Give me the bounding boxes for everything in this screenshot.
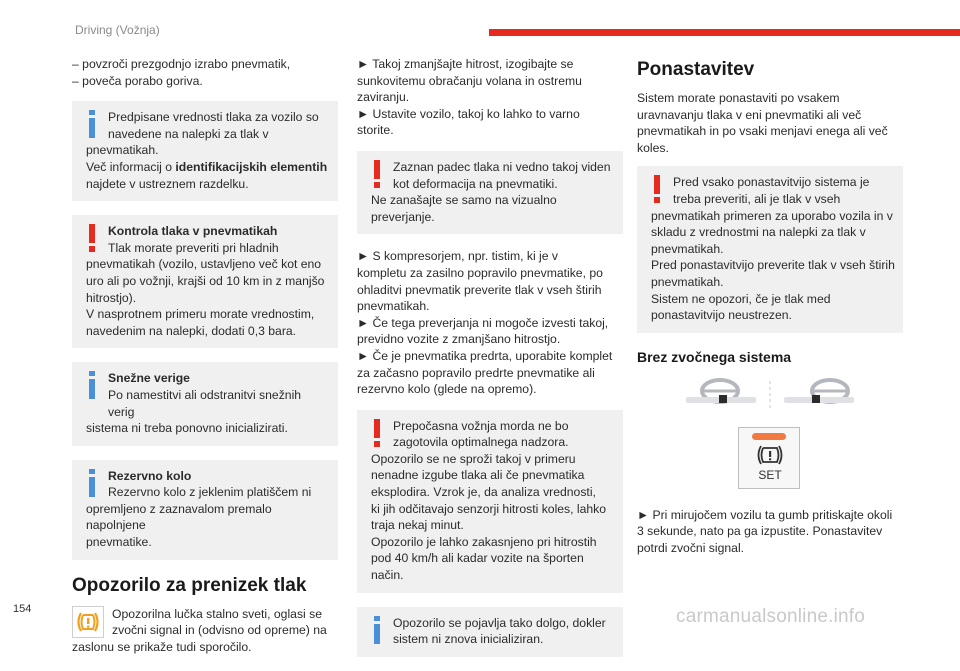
paragraph-line: ► Če je pnevmatika predrta, uporabite komplet <box>357 348 613 363</box>
note-text: preverjanje. <box>371 209 435 224</box>
note-text: sistem ni znova inicializiran. <box>393 632 544 647</box>
paragraph-line: ► S kompresorjem, npr. tistim, ki je v <box>357 249 559 264</box>
note-text: ki jih odčitavajo senzorji hitrosti koles, lahko <box>371 501 607 516</box>
illustration-set-button <box>637 377 903 505</box>
note-text: kot deformacija na pnevmatiki. <box>393 176 558 191</box>
list-consequences <box>72 56 338 89</box>
paragraph-line: ► Pri mirujočem vozilu ta gumb pritiskajte okoli <box>637 507 893 522</box>
paragraph-line: za začasno popravilo predrte pnevmatike ali <box>357 365 595 380</box>
list-item: – povzroči prezgodnjo izrabo pnevmatik, <box>72 57 291 71</box>
note-text: V nasprotnem primeru morate vrednostim, <box>86 307 315 322</box>
exclamation-icon <box>651 175 663 203</box>
paragraph-line: pnevmatikah in po vsaki menjavi enega ali več <box>637 124 888 139</box>
note-text: Ne zanašajte se samo na vizualno <box>371 193 557 208</box>
note-text: sistema ni treba ponovno inicializirati. <box>86 421 288 436</box>
note-text: pnevmatikah. <box>651 241 724 256</box>
info-note-pressure-values <box>72 101 338 201</box>
watermark: carmanualsonline.info <box>676 606 866 627</box>
note-title: Snežne verige <box>108 371 190 386</box>
list-item: – poveča porabo goriva. <box>72 73 203 88</box>
link-identification-elements[interactable]: identifikacijskih elementih <box>175 159 328 174</box>
note-text: Več informacij o identifikacijskih elementih <box>86 159 328 174</box>
note-text: treba preveriti, ali je tlak v vseh <box>673 191 841 206</box>
paragraph-line: storite. <box>357 123 394 138</box>
warning-note-slow-driving <box>357 410 623 593</box>
note-text: Zaznan padec tlaka ni vedno takoj viden <box>393 159 611 174</box>
exclamation-icon <box>371 419 383 447</box>
note-title: Rezervno kolo <box>108 468 192 483</box>
paragraph-line: previdno vozite z zmanjšano hitrostjo. <box>357 332 561 347</box>
instructions-compressor <box>357 248 623 397</box>
note-text: hitrostjo). <box>86 290 137 305</box>
info-note-warning-persists <box>357 607 623 657</box>
note-text: nenadne izgube tlaka ali če pnevmatika <box>371 468 585 483</box>
paragraph-line: koles. <box>637 140 669 155</box>
paragraph-line: ► Ustavite vozilo, takoj ko lahko to varno <box>357 106 580 121</box>
note-text: Opozorilo se ne sproži takoj v primeru <box>371 451 576 466</box>
note-text: Sistem ne opozori, če je tlak med <box>651 291 831 306</box>
paragraph-line: pnevmatikah. <box>357 299 430 314</box>
paragraph-line: zaslonu se prikaže tudi sporočilo. <box>72 639 252 654</box>
info-note-snow-chains <box>72 362 338 445</box>
page-number: 154 <box>13 603 32 615</box>
note-text: navedenim na nalepki, dodati 0,3 bara. <box>86 323 297 338</box>
steering-wheel-icon <box>686 380 756 403</box>
info-icon <box>86 371 98 399</box>
section-title: Driving (Vožnja) <box>75 23 160 37</box>
info-icon <box>371 616 383 644</box>
heading-low-pressure-warning: Opozorilo za prenizek tlak <box>72 574 307 596</box>
paragraph-line: ► Če tega preverjanja ni mogoče izvesti takoj, <box>357 315 609 330</box>
info-icon <box>86 469 98 497</box>
column-left <box>72 56 338 655</box>
warning-note-before-reset <box>637 166 903 332</box>
note-text: Prepočasna vožnja morda ne bo <box>393 418 569 433</box>
note-text: Pred vsako ponastavitvijo sistema je <box>673 175 870 190</box>
subheading-without-audio: Brez zvočnega sistema <box>637 348 792 365</box>
note-text: navedene na nalepki za tlak v <box>108 126 269 141</box>
note-text: Opozorilo je lahko zakasnjeno pri hitrostih <box>371 534 597 549</box>
paragraph-line: rezervno kolo (glede na opremo). <box>357 382 537 397</box>
column-middle <box>357 56 623 671</box>
paragraph-press-button <box>637 507 903 557</box>
note-text: eksplodira. Vzrok je, da analiza vrednosti, <box>371 485 596 500</box>
paragraph-line: ohladitvi pnevmatik preverite tlak v vseh štirih <box>357 282 602 297</box>
note-text: pod 40 km/h ali kadar vozite na športen način. <box>371 551 584 583</box>
paragraph-line: potrdi zvočni signal. <box>637 540 745 555</box>
tyre-pressure-icon <box>755 444 785 466</box>
exclamation-icon <box>371 160 383 188</box>
note-text: pnevmatike. <box>86 535 152 550</box>
note-text: Predpisane vrednosti tlaka za vozilo so <box>108 110 319 125</box>
exclamation-icon <box>86 224 98 252</box>
set-button-label: SET <box>758 467 782 482</box>
paragraph-line: Opozorilna lučka stalno sveti, oglasi se <box>112 606 323 621</box>
column-right <box>637 56 903 565</box>
paragraph-line: sunkovitemu obračanju volana in ostremu <box>357 73 582 88</box>
note-text: uro ali po vožnji, krajši od 10 km in z manjšo <box>86 273 325 288</box>
note-text: skladu z vrednostmi na nalepki za tlak v <box>651 225 866 240</box>
note-text: pnevmatikah primeren za uporabo vozila in v <box>651 208 893 223</box>
note-text: Rezervno kolo z jeklenim platiščem ni <box>108 485 312 500</box>
note-text: zagotovila optimalnega nadzora. <box>393 435 569 450</box>
instructions-slow-down <box>357 56 623 139</box>
note-text: Po namestitvi ali odstranitvi snežnih verig <box>108 387 302 419</box>
note-text: opremljeno z zaznavalom premalo napolnjene <box>86 501 272 533</box>
button-led <box>752 433 786 440</box>
note-text: Opozorilo se pojavlja tako dolgo, dokler <box>393 615 606 630</box>
note-text: Tlak morate preveriti pri hladnih <box>108 240 279 255</box>
note-text: pnevmatikah. <box>86 143 159 158</box>
warning-lamp-description <box>72 606 338 656</box>
paragraph-line: kompletu za zasilno popravilo pnevmatike, po <box>357 265 603 280</box>
note-text: Pred ponastavitvijo preverite tlak v vseh štirih <box>651 258 895 273</box>
header-accent-bar <box>489 29 960 36</box>
note-text: ponastavitvijo neustrezen. <box>651 308 792 323</box>
paragraph-line: zaviranju. <box>357 90 410 105</box>
note-text: pnevmatikah. <box>651 274 724 289</box>
warning-note-pressure-check <box>72 215 338 348</box>
paragraph-line: zvočni signal in (odvisno od opreme) na <box>112 623 327 638</box>
info-icon <box>86 110 98 138</box>
note-text: najdete v ustreznem razdelku. <box>86 176 249 191</box>
paragraph-line: 3 sekunde, nato pa ga izpustite. Ponastavitev <box>637 524 883 539</box>
paragraph-reset-intro <box>637 90 903 156</box>
note-title: Kontrola tlaka v pnevmatikah <box>108 224 278 239</box>
heading-reset: Ponastavitev <box>637 59 755 80</box>
warning-note-visual-check <box>357 151 623 234</box>
paragraph-line: Sistem morate ponastaviti po vsakem <box>637 91 840 105</box>
tyre-pressure-warning-icon <box>72 606 104 638</box>
steering-wheel-icon <box>784 380 854 403</box>
info-note-spare-wheel <box>72 460 338 560</box>
paragraph-line: uravnavanju tlaka v eni pnevmatiki ali več <box>637 107 862 122</box>
note-text: pnevmatikah (vozilo, ustavljeno več kot eno <box>86 257 322 272</box>
set-button[interactable] <box>738 427 800 489</box>
paragraph-line: ► Takoj zmanjšajte hitrost, izogibajte se <box>357 57 574 71</box>
note-text: traja nekaj minut. <box>371 518 464 533</box>
